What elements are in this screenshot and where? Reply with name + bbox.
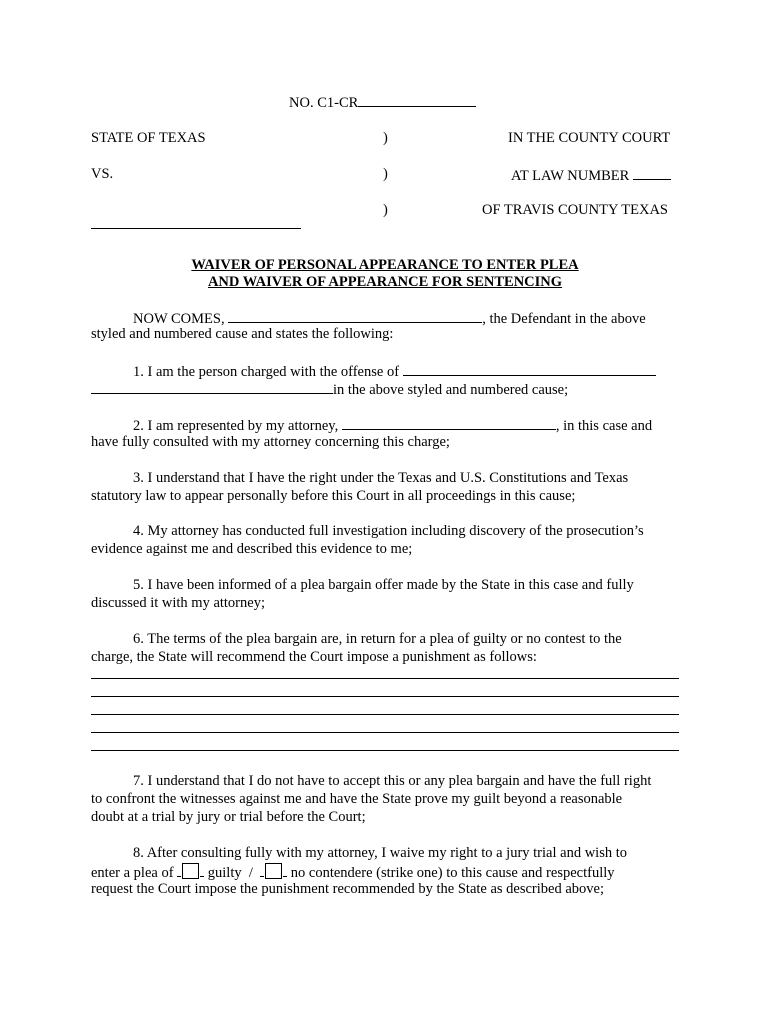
court-number-field[interactable]	[633, 165, 671, 180]
intro-line2: styled and numbered cause and states the following:	[91, 326, 394, 342]
caption-paren: )	[383, 130, 388, 146]
para-6-line1: 6. The terms of the plea bargain are, in return for a plea of guilty or no contest to the	[133, 631, 622, 647]
para-7-line1: 7. I understand that I do not have to accept this or any plea bargain and have the full right	[133, 773, 652, 789]
para-2-line1: 2. I am represented by my attorney, , in this case and	[133, 415, 652, 435]
plaintiff-name: STATE OF TEXAS	[91, 130, 206, 146]
para-8-line2: enter a plea of guilty / no contendere (strike one) to this cause and respectfully	[91, 862, 615, 882]
para-7-line2: to confront the witnesses against me and have the State prove my guilt beyond a reasonable	[91, 791, 623, 807]
para-1-line1: 1. I am the person charged with the offense of	[133, 361, 656, 381]
court-number-label: AT LAW NUMBER	[511, 168, 630, 184]
court-name-line2	[511, 165, 671, 185]
punishment-line[interactable]	[91, 750, 679, 751]
para-8-line3: request the Court impose the punishment recommended by the State as described above;	[91, 881, 605, 897]
para-5-line2: discussed it with my attorney;	[91, 595, 265, 611]
punishment-line[interactable]	[91, 714, 679, 715]
punishment-line[interactable]	[91, 678, 679, 679]
document-title-line1: WAIVER OF PERSONAL APPEARANCE TO ENTER PLEA	[191, 257, 579, 273]
intro-line1: NOW COMES, , the Defendant in the above	[133, 308, 646, 328]
para-2-line2: have fully consulted with my attorney concerning this charge;	[91, 434, 450, 450]
para-6-line2: charge, the State will recommend the Court impose a punishment as follows:	[91, 649, 537, 665]
court-name-line1: IN THE COUNTY COURT	[508, 130, 671, 146]
offense-blank-cont[interactable]	[91, 379, 333, 394]
para-5-line1: 5. I have been informed of a plea bargain offer made by the State in this case and fully	[133, 577, 634, 593]
defendant-name-blank[interactable]	[228, 308, 482, 323]
guilty-checkbox[interactable]	[182, 863, 199, 879]
versus-label: VS.	[91, 166, 114, 182]
case-number	[289, 92, 476, 112]
no-contendere-checkbox[interactable]	[265, 863, 282, 879]
para-7-line3: doubt at a trial by jury or trial before the Court;	[91, 809, 366, 825]
caption-paren: )	[383, 166, 388, 182]
attorney-name-blank[interactable]	[342, 415, 556, 430]
para-1-line2: in the above styled and numbered cause;	[91, 379, 568, 399]
court-name-line3: OF TRAVIS COUNTY TEXAS	[482, 202, 668, 218]
case-number-field[interactable]	[358, 92, 476, 107]
para-4-line2: evidence against me and described this evidence to me;	[91, 541, 413, 557]
para-4-line1: 4. My attorney has conducted full investigation including discovery of the prosecution’s	[133, 523, 644, 539]
para-3-line1: 3. I understand that I have the right under the Texas and U.S. Constitutions and Texas	[133, 470, 629, 486]
offense-blank[interactable]	[403, 361, 656, 376]
para-3-line2: statutory law to appear personally before this Court in all proceedings in this cause;	[91, 488, 576, 504]
caption-paren: )	[383, 202, 388, 218]
punishment-line[interactable]	[91, 696, 679, 697]
document-title-line2: AND WAIVER OF APPEARANCE FOR SENTENCING	[207, 274, 563, 290]
case-number-label: NO. C1-CR	[289, 95, 359, 111]
para-8-line1: 8. After consulting fully with my attorney, I waive my right to a jury trial and wish to	[133, 845, 627, 861]
punishment-line[interactable]	[91, 732, 679, 733]
defendant-name-field[interactable]	[91, 214, 301, 234]
